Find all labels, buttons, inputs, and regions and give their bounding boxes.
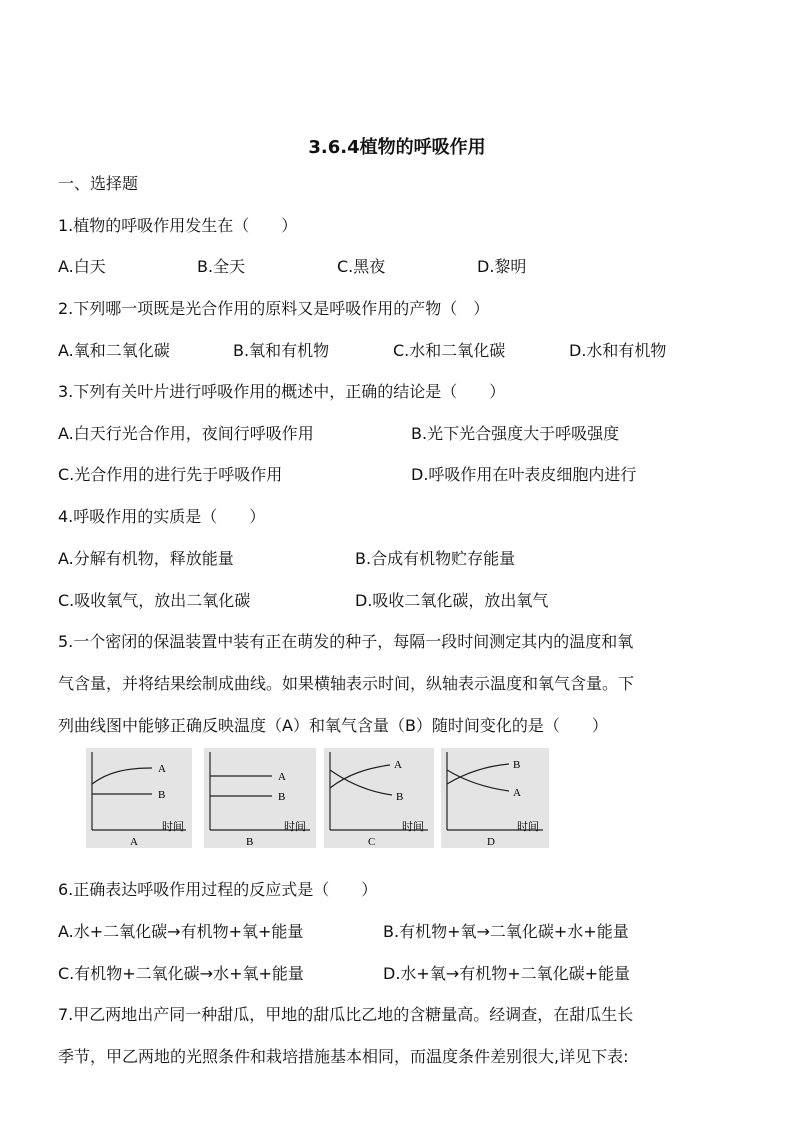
- graph-option-d: [441, 748, 549, 848]
- curve-label-1: B: [513, 759, 521, 771]
- question-6-option-c: C.有机物+二氧化碳→水+氧+能量: [58, 964, 304, 983]
- x-axis-label: 时间: [162, 820, 184, 833]
- curve-label-2: B: [396, 791, 404, 803]
- question-7-line-1: 7.甲乙两地出产同一种甜瓜，甲地的甜瓜比乙地的含糖量高。经调查，在甜瓜生长: [58, 1005, 634, 1024]
- curve-label-1: A: [394, 759, 402, 771]
- question-3-option-a: A.白天行光合作用，夜间行呼吸作用: [58, 424, 314, 443]
- curve-label-2: B: [158, 789, 166, 801]
- graph-option-b: [204, 748, 316, 848]
- curve-label-1: A: [278, 771, 286, 783]
- curve-label-1: A: [158, 763, 166, 775]
- question-2-stem: 2.下列哪一项既是光合作用的原料又是呼吸作用的产物（ ）: [58, 299, 490, 318]
- question-7-line-2: 季节，甲乙两地的光照条件和栽培措施基本相同，而温度条件差别很大,详见下表:: [58, 1047, 629, 1066]
- graph-caption: A: [130, 836, 138, 848]
- x-axis-label: 时间: [284, 820, 306, 833]
- question-1-option-a: A.白天: [58, 257, 106, 276]
- question-4-option-d: D.吸收二氧化碳，放出氧气: [355, 591, 549, 610]
- question-2-option-c: C.水和二氧化碳: [393, 341, 506, 360]
- graph-caption: B: [246, 836, 254, 848]
- question-1-option-b: B.全天: [197, 257, 246, 276]
- question-6-stem: 6.正确表达呼吸作用过程的反应式是（ ）: [58, 880, 378, 899]
- graph-option-c: [324, 748, 434, 848]
- graph-caption: D: [487, 836, 495, 848]
- graph-background: [86, 748, 192, 848]
- curve-label-2: A: [513, 787, 521, 799]
- question-5-line-3: 列曲线图中能够正确反映温度（A）和氧气含量（B）随时间变化的是（ ）: [58, 716, 608, 735]
- question-1-option-d: D.黎明: [477, 257, 527, 276]
- question-4-option-a: A.分解有机物，释放能量: [58, 549, 234, 568]
- question-4-option-b: B.合成有机物贮存能量: [355, 549, 516, 568]
- question-3-option-b: B.光下光合强度大于呼吸强度: [411, 424, 620, 443]
- question-1-option-c: C.黑夜: [337, 257, 386, 276]
- question-2-option-a: A.氧和二氧化碳: [58, 341, 170, 360]
- question-5-line-1: 5.一个密闭的保温装置中装有正在萌发的种子，每隔一段时间测定其内的温度和氧: [58, 632, 634, 651]
- question-6-option-b: B.有机物+氧→二氧化碳+水+能量: [383, 922, 629, 941]
- question-6-option-a: A.水+二氧化碳→有机物+氧+能量: [58, 922, 304, 941]
- x-axis-label: 时间: [517, 820, 539, 833]
- question-4-option-c: C.吸收氧气，放出二氧化碳: [58, 591, 251, 610]
- graph-background: [324, 748, 434, 848]
- question-3-option-c: C.光合作用的进行先于呼吸作用: [58, 465, 283, 484]
- curve-label-2: B: [278, 791, 286, 803]
- x-axis-label: 时间: [402, 820, 424, 833]
- section-heading: 一、选择题: [58, 174, 139, 193]
- question-4-stem: 4.呼吸作用的实质是（ ）: [58, 507, 266, 526]
- question-1-stem: 1.植物的呼吸作用发生在（ ）: [58, 216, 298, 235]
- graph-option-a: [86, 748, 192, 848]
- graph-caption: C: [368, 836, 376, 848]
- graph-background: [441, 748, 549, 848]
- question-3-option-d: D.呼吸作用在叶表皮细胞内进行: [411, 465, 637, 484]
- question-3-stem: 3.下列有关叶片进行呼吸作用的概述中，正确的结论是（ ）: [58, 382, 506, 401]
- question-6-option-d: D.水+氧→有机物+二氧化碳+能量: [383, 964, 631, 983]
- question-2-option-d: D.水和有机物: [569, 341, 667, 360]
- graph-background: [204, 748, 316, 848]
- page-title: 3.6.4植物的呼吸作用: [308, 137, 486, 158]
- question-2-option-b: B.氧和有机物: [233, 341, 330, 360]
- question-5-line-2: 气含量，并将结果绘制成曲线。如果横轴表示时间，纵轴表示温度和氧气含量。下: [58, 674, 635, 693]
